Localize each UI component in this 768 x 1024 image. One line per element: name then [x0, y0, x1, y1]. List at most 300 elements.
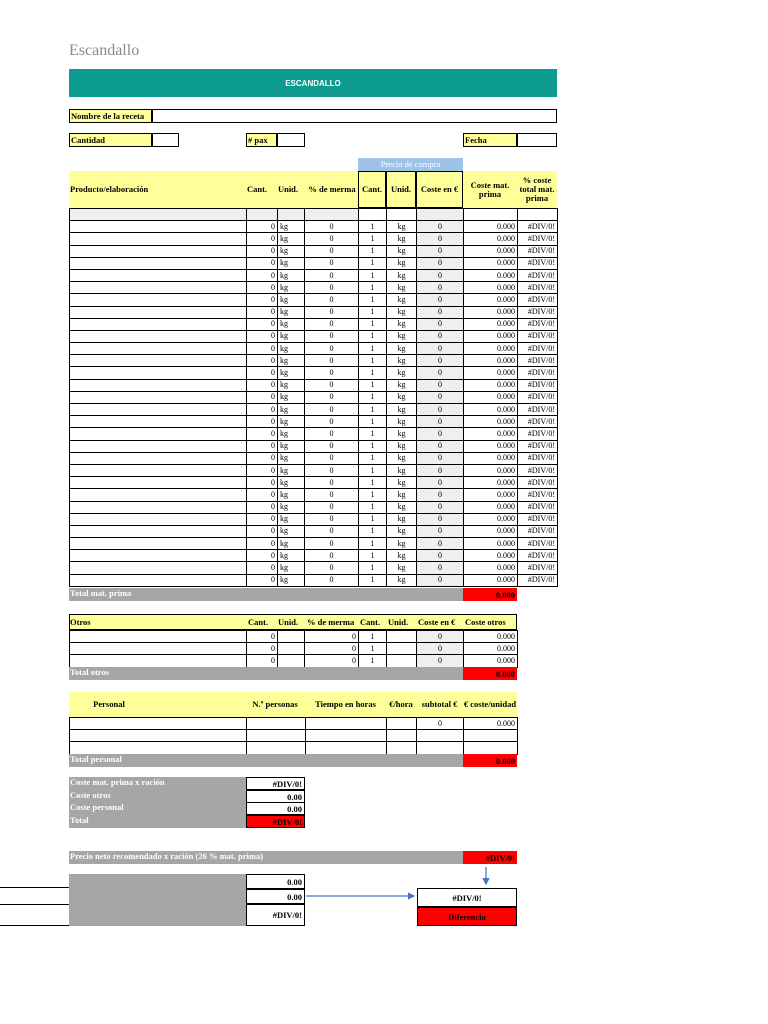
cell-unit[interactable] — [278, 655, 305, 667]
cell-qty[interactable]: 0 — [247, 428, 278, 440]
pax-field[interactable] — [277, 133, 305, 147]
cell-product[interactable] — [70, 574, 247, 586]
cell-buy-unit[interactable]: kg — [387, 489, 417, 501]
cell-blank-4[interactable] — [359, 209, 387, 221]
cell-product[interactable] — [70, 391, 247, 403]
cell-mat-cost[interactable]: 0.000 — [464, 355, 518, 367]
cell-unit[interactable]: kg — [278, 550, 305, 562]
cell-qty[interactable]: 0 — [247, 355, 278, 367]
cell-buy-unit[interactable]: kg — [387, 525, 417, 537]
cell-pct[interactable]: #DIV/0! — [518, 318, 558, 330]
cell-mat-cost[interactable]: 0.000 — [464, 221, 518, 233]
cell-unit[interactable]: kg — [278, 464, 305, 476]
cell-pct[interactable]: #DIV/0! — [518, 355, 558, 367]
cell-cost[interactable]: 0 — [417, 428, 464, 440]
cell-unit[interactable]: kg — [278, 294, 305, 306]
cell-pct[interactable]: #DIV/0! — [518, 501, 558, 513]
cell-merma[interactable]: 0 — [305, 282, 359, 294]
cell-product[interactable] — [70, 221, 247, 233]
cell-product[interactable] — [70, 477, 247, 489]
cell-product[interactable] — [70, 343, 247, 355]
cell-unit[interactable] — [278, 643, 305, 655]
cell-pct[interactable]: #DIV/0! — [518, 233, 558, 245]
cell-buy-qty[interactable]: 1 — [359, 306, 387, 318]
cell-pct[interactable]: #DIV/0! — [518, 489, 558, 501]
cell-pct[interactable]: #DIV/0! — [518, 574, 558, 586]
cell-blank-2[interactable] — [278, 209, 305, 221]
cell-cost[interactable]: 0 — [417, 416, 464, 428]
cell-qty[interactable]: 0 — [247, 562, 278, 574]
cell-n-personas[interactable] — [247, 742, 306, 754]
cell-qty[interactable]: 0 — [247, 367, 278, 379]
cell-cost[interactable]: 0 — [417, 379, 464, 391]
cell-mat-cost[interactable]: 0.000 — [464, 330, 518, 342]
cell-blank-7[interactable] — [464, 209, 518, 221]
cell-cost[interactable]: 0 — [417, 282, 464, 294]
cell-buy-qty[interactable]: 1 — [359, 489, 387, 501]
cell-product[interactable] — [70, 501, 247, 513]
cell-unit[interactable]: kg — [278, 513, 305, 525]
cell-buy-qty[interactable]: 1 — [359, 428, 387, 440]
cell-product[interactable] — [70, 306, 247, 318]
cell-merma[interactable]: 0 — [305, 428, 359, 440]
cell-qty[interactable]: 0 — [247, 501, 278, 513]
cell-buy-qty[interactable]: 1 — [359, 282, 387, 294]
cell-subtotal[interactable] — [417, 742, 464, 754]
cell-buy-qty[interactable]: 1 — [359, 464, 387, 476]
cell-blank-0[interactable] — [70, 209, 247, 221]
cell-unit[interactable]: kg — [278, 245, 305, 257]
cell-mat-cost[interactable]: 0.000 — [464, 477, 518, 489]
cell-unit[interactable]: kg — [278, 233, 305, 245]
cell-buy-unit[interactable]: kg — [387, 428, 417, 440]
cell-cost[interactable]: 0 — [417, 306, 464, 318]
cell-product[interactable] — [70, 489, 247, 501]
cell-pct[interactable]: #DIV/0! — [518, 294, 558, 306]
cell-product[interactable] — [70, 562, 247, 574]
cell-pct[interactable]: #DIV/0! — [518, 525, 558, 537]
cell-product[interactable] — [70, 513, 247, 525]
cell-mat-cost[interactable]: 0.000 — [464, 562, 518, 574]
cell-buy-unit[interactable] — [387, 655, 417, 667]
cell-pct[interactable]: #DIV/0! — [518, 257, 558, 269]
cell-n-personas[interactable] — [247, 718, 306, 730]
cell-pct[interactable]: #DIV/0! — [518, 562, 558, 574]
cell-qty[interactable]: 0 — [247, 655, 278, 667]
cell-buy-unit[interactable]: kg — [387, 233, 417, 245]
cell-buy-unit[interactable] — [387, 631, 417, 643]
cell-buy-qty[interactable]: 1 — [359, 391, 387, 403]
cell-unit[interactable]: kg — [278, 355, 305, 367]
cell-mat-cost[interactable]: 0.000 — [464, 343, 518, 355]
cell-pct[interactable]: #DIV/0! — [518, 221, 558, 233]
cell-unit-cost[interactable] — [464, 742, 518, 754]
cell-merma[interactable]: 0 — [305, 294, 359, 306]
cell-pct[interactable]: #DIV/0! — [518, 440, 558, 452]
cell-product[interactable] — [70, 367, 247, 379]
cell-buy-qty[interactable]: 1 — [359, 655, 387, 667]
cell-product[interactable] — [70, 294, 247, 306]
cell-buy-unit[interactable]: kg — [387, 245, 417, 257]
cell-cost[interactable]: 0 — [417, 404, 464, 416]
cell-buy-unit[interactable]: kg — [387, 550, 417, 562]
cell-qty[interactable]: 0 — [247, 452, 278, 464]
cell-buy-unit[interactable]: kg — [387, 452, 417, 464]
cell-qty[interactable]: 0 — [247, 221, 278, 233]
cell-unit[interactable]: kg — [278, 318, 305, 330]
cell-product[interactable] — [70, 269, 247, 281]
cell-merma[interactable]: 0 — [305, 631, 359, 643]
cell-merma[interactable]: 0 — [305, 221, 359, 233]
cell-mat-cost[interactable]: 0.000 — [464, 574, 518, 586]
cell-qty[interactable]: 0 — [247, 294, 278, 306]
cell-qty[interactable]: 0 — [247, 343, 278, 355]
cell-buy-unit[interactable]: kg — [387, 355, 417, 367]
cell-cost[interactable]: 0 — [417, 538, 464, 550]
cell-product[interactable] — [70, 525, 247, 537]
cell-cost[interactable]: 0 — [417, 489, 464, 501]
cell-qty[interactable]: 0 — [247, 416, 278, 428]
cell-buy-qty[interactable]: 1 — [359, 452, 387, 464]
cell-merma[interactable]: 0 — [305, 306, 359, 318]
cell-merma[interactable]: 0 — [305, 489, 359, 501]
cell-tiempo[interactable] — [306, 742, 387, 754]
cell-unit[interactable]: kg — [278, 428, 305, 440]
cell-buy-qty[interactable]: 1 — [359, 294, 387, 306]
cell-buy-qty[interactable]: 1 — [359, 538, 387, 550]
cell-cost[interactable]: 0 — [417, 464, 464, 476]
cell-unit[interactable]: kg — [278, 379, 305, 391]
cell-pct[interactable]: #DIV/0! — [518, 538, 558, 550]
cell-mat-cost[interactable]: 0.000 — [464, 525, 518, 537]
cell-buy-qty[interactable]: 1 — [359, 550, 387, 562]
cell-buy-unit[interactable]: kg — [387, 221, 417, 233]
cell-unit[interactable] — [278, 631, 305, 643]
cell-mat-cost[interactable]: 0.000 — [464, 404, 518, 416]
cell-buy-qty[interactable]: 1 — [359, 404, 387, 416]
cell-product[interactable] — [70, 233, 247, 245]
cell-buy-unit[interactable]: kg — [387, 343, 417, 355]
cell-qty[interactable]: 0 — [247, 318, 278, 330]
cell-eur-hora[interactable] — [387, 742, 417, 754]
cell-buy-qty[interactable]: 1 — [359, 330, 387, 342]
cell-buy-qty[interactable]: 1 — [359, 525, 387, 537]
cell-blank-6[interactable] — [417, 209, 464, 221]
cell-pct[interactable]: #DIV/0! — [518, 550, 558, 562]
cell-buy-unit[interactable]: kg — [387, 367, 417, 379]
cell-qty[interactable]: 0 — [247, 538, 278, 550]
cell-total[interactable]: 0.000 — [464, 655, 518, 667]
cell-mat-cost[interactable]: 0.000 — [464, 367, 518, 379]
cell-product[interactable] — [70, 282, 247, 294]
cell-qty[interactable]: 0 — [247, 306, 278, 318]
cell-mat-cost[interactable]: 0.000 — [464, 464, 518, 476]
cell-pct[interactable]: #DIV/0! — [518, 306, 558, 318]
cell-merma[interactable]: 0 — [305, 318, 359, 330]
cell-cost[interactable]: 0 — [417, 221, 464, 233]
cell-buy-unit[interactable]: kg — [387, 282, 417, 294]
cell-mat-cost[interactable]: 0.000 — [464, 379, 518, 391]
cell-merma[interactable]: 0 — [305, 257, 359, 269]
cell-cost[interactable]: 0 — [417, 477, 464, 489]
cell-cost[interactable]: 0 — [417, 501, 464, 513]
cell-merma[interactable]: 0 — [305, 574, 359, 586]
cell-buy-qty[interactable]: 1 — [359, 416, 387, 428]
cell-qty[interactable]: 0 — [247, 574, 278, 586]
cell-blank-5[interactable] — [387, 209, 417, 221]
cell-qty[interactable]: 0 — [247, 477, 278, 489]
cell-pct[interactable]: #DIV/0! — [518, 513, 558, 525]
cell-merma[interactable]: 0 — [305, 643, 359, 655]
cell-buy-unit[interactable]: kg — [387, 440, 417, 452]
cell-product[interactable] — [70, 440, 247, 452]
cell-merma[interactable]: 0 — [305, 269, 359, 281]
cell-qty[interactable]: 0 — [247, 245, 278, 257]
cell-product[interactable] — [70, 245, 247, 257]
recipe-name-field[interactable] — [152, 109, 557, 123]
cell-qty[interactable]: 0 — [247, 440, 278, 452]
cell-unit[interactable]: kg — [278, 440, 305, 452]
cell-merma[interactable]: 0 — [305, 562, 359, 574]
cell-buy-unit[interactable] — [387, 643, 417, 655]
cell-mat-cost[interactable]: 0.000 — [464, 233, 518, 245]
cell-mat-cost[interactable]: 0.000 — [464, 282, 518, 294]
cell-buy-qty[interactable]: 1 — [359, 574, 387, 586]
cell-buy-qty[interactable]: 1 — [359, 245, 387, 257]
cell-blank-8[interactable] — [518, 209, 558, 221]
cell-pct[interactable]: #DIV/0! — [518, 379, 558, 391]
cell-eur-hora[interactable] — [387, 730, 417, 742]
cell-merma[interactable]: 0 — [305, 343, 359, 355]
cell-unit[interactable]: kg — [278, 489, 305, 501]
cell-mat-cost[interactable]: 0.000 — [464, 489, 518, 501]
cell-cost[interactable]: 0 — [417, 233, 464, 245]
cell-buy-qty[interactable]: 1 — [359, 367, 387, 379]
cell-buy-unit[interactable]: kg — [387, 416, 417, 428]
cell-unit[interactable]: kg — [278, 525, 305, 537]
cell-buy-qty[interactable]: 1 — [359, 379, 387, 391]
cell-pct[interactable]: #DIV/0! — [518, 330, 558, 342]
cell-merma[interactable]: 0 — [305, 416, 359, 428]
cell-product[interactable] — [70, 257, 247, 269]
cell-buy-qty[interactable]: 1 — [359, 233, 387, 245]
cell-unit[interactable]: kg — [278, 452, 305, 464]
cell-pct[interactable]: #DIV/0! — [518, 282, 558, 294]
cell-buy-unit[interactable]: kg — [387, 477, 417, 489]
cell-pct[interactable]: #DIV/0! — [518, 245, 558, 257]
cell-merma[interactable]: 0 — [305, 367, 359, 379]
cantidad-field[interactable] — [152, 133, 179, 147]
cell-mat-cost[interactable]: 0.000 — [464, 538, 518, 550]
cell-name[interactable] — [70, 643, 247, 655]
cell-pct[interactable]: #DIV/0! — [518, 367, 558, 379]
cell-cost[interactable]: 0 — [417, 525, 464, 537]
cell-buy-unit[interactable]: kg — [387, 379, 417, 391]
cell-unit[interactable]: kg — [278, 367, 305, 379]
cell-product[interactable] — [70, 538, 247, 550]
cell-buy-unit[interactable]: kg — [387, 562, 417, 574]
cell-qty[interactable]: 0 — [247, 513, 278, 525]
cell-buy-unit[interactable]: kg — [387, 513, 417, 525]
cell-total[interactable]: 0.000 — [464, 643, 518, 655]
cell-mat-cost[interactable]: 0.000 — [464, 391, 518, 403]
cell-pct[interactable]: #DIV/0! — [518, 391, 558, 403]
cell-buy-qty[interactable]: 1 — [359, 269, 387, 281]
cell-cost[interactable]: 0 — [417, 391, 464, 403]
cell-buy-unit[interactable]: kg — [387, 318, 417, 330]
cell-name[interactable] — [70, 631, 247, 643]
cell-pct[interactable]: #DIV/0! — [518, 269, 558, 281]
cell-buy-unit[interactable]: kg — [387, 269, 417, 281]
cell-unit[interactable]: kg — [278, 221, 305, 233]
cell-qty[interactable]: 0 — [247, 464, 278, 476]
cell-buy-unit[interactable]: kg — [387, 330, 417, 342]
cell-unit-cost[interactable] — [464, 730, 518, 742]
cell-buy-qty[interactable]: 1 — [359, 318, 387, 330]
cell-merma[interactable]: 0 — [305, 452, 359, 464]
cell-personal[interactable] — [70, 730, 247, 742]
cell-cost[interactable]: 0 — [417, 513, 464, 525]
cell-cost[interactable]: 0 — [417, 574, 464, 586]
cell-merma[interactable]: 0 — [305, 655, 359, 667]
cell-pct[interactable]: #DIV/0! — [518, 343, 558, 355]
cell-product[interactable] — [70, 379, 247, 391]
cell-buy-qty[interactable]: 1 — [359, 343, 387, 355]
cell-merma[interactable]: 0 — [305, 525, 359, 537]
cell-buy-qty[interactable]: 1 — [359, 501, 387, 513]
cell-product[interactable] — [70, 428, 247, 440]
cell-merma[interactable]: 0 — [305, 391, 359, 403]
cell-unit[interactable]: kg — [278, 306, 305, 318]
cell-total[interactable]: 0.000 — [464, 631, 518, 643]
cell-cost[interactable]: 0 — [417, 562, 464, 574]
cell-pct[interactable]: #DIV/0! — [518, 477, 558, 489]
cell-unit[interactable]: kg — [278, 404, 305, 416]
cell-unit[interactable]: kg — [278, 562, 305, 574]
cell-qty[interactable]: 0 — [247, 257, 278, 269]
cell-qty[interactable]: 0 — [247, 525, 278, 537]
cell-buy-unit[interactable]: kg — [387, 501, 417, 513]
cell-mat-cost[interactable]: 0.000 — [464, 513, 518, 525]
cell-buy-qty[interactable]: 1 — [359, 221, 387, 233]
cell-buy-unit[interactable]: kg — [387, 574, 417, 586]
cell-mat-cost[interactable]: 0.000 — [464, 245, 518, 257]
cell-mat-cost[interactable]: 0.000 — [464, 257, 518, 269]
cell-qty[interactable]: 0 — [247, 379, 278, 391]
cell-pct[interactable]: #DIV/0! — [518, 464, 558, 476]
cell-mat-cost[interactable]: 0.000 — [464, 501, 518, 513]
cell-unit[interactable]: kg — [278, 257, 305, 269]
cell-blank-3[interactable] — [305, 209, 359, 221]
cell-merma[interactable]: 0 — [305, 355, 359, 367]
cell-qty[interactable]: 0 — [247, 550, 278, 562]
cell-mat-cost[interactable]: 0.000 — [464, 428, 518, 440]
cell-mat-cost[interactable]: 0.000 — [464, 318, 518, 330]
cell-mat-cost[interactable]: 0.000 — [464, 269, 518, 281]
cell-buy-qty[interactable]: 1 — [359, 562, 387, 574]
cell-product[interactable] — [70, 464, 247, 476]
cell-buy-unit[interactable]: kg — [387, 306, 417, 318]
cell-cost[interactable]: 0 — [417, 269, 464, 281]
cell-buy-qty[interactable]: 1 — [359, 477, 387, 489]
fecha-field[interactable] — [517, 133, 557, 147]
cell-merma[interactable]: 0 — [305, 233, 359, 245]
cell-pct[interactable]: #DIV/0! — [518, 416, 558, 428]
cell-mat-cost[interactable]: 0.000 — [464, 440, 518, 452]
cell-qty[interactable]: 0 — [247, 233, 278, 245]
cell-buy-qty[interactable]: 1 — [359, 643, 387, 655]
cell-cost[interactable]: 0 — [417, 294, 464, 306]
cell-mat-cost[interactable]: 0.000 — [464, 550, 518, 562]
cell-mat-cost[interactable]: 0.000 — [464, 416, 518, 428]
cell-buy-unit[interactable]: kg — [387, 538, 417, 550]
cell-buy-unit[interactable]: kg — [387, 464, 417, 476]
cell-qty[interactable]: 0 — [247, 282, 278, 294]
cell-unit[interactable]: kg — [278, 343, 305, 355]
cell-qty[interactable]: 0 — [247, 643, 278, 655]
cell-buy-unit[interactable]: kg — [387, 404, 417, 416]
cell-cost[interactable]: 0 — [417, 343, 464, 355]
cell-merma[interactable]: 0 — [305, 464, 359, 476]
cell-qty[interactable]: 0 — [247, 391, 278, 403]
cell-product[interactable] — [70, 330, 247, 342]
cell-merma[interactable]: 0 — [305, 404, 359, 416]
cell-subtotal[interactable]: 0 — [417, 718, 464, 730]
cell-merma[interactable]: 0 — [305, 513, 359, 525]
cell-unit[interactable]: kg — [278, 330, 305, 342]
cell-unit[interactable]: kg — [278, 501, 305, 513]
cell-mat-cost[interactable]: 0.000 — [464, 294, 518, 306]
cell-unit[interactable]: kg — [278, 282, 305, 294]
cell-buy-unit[interactable]: kg — [387, 391, 417, 403]
cell-personal[interactable] — [70, 742, 247, 754]
cell-merma[interactable]: 0 — [305, 550, 359, 562]
cell-buy-unit[interactable]: kg — [387, 294, 417, 306]
cell-qty[interactable]: 0 — [247, 404, 278, 416]
cell-cost[interactable]: 0 — [417, 440, 464, 452]
cell-buy-qty[interactable]: 1 — [359, 631, 387, 643]
cell-buy-qty[interactable]: 1 — [359, 355, 387, 367]
cell-merma[interactable]: 0 — [305, 501, 359, 513]
cell-tiempo[interactable] — [306, 718, 387, 730]
cell-merma[interactable]: 0 — [305, 330, 359, 342]
cell-qty[interactable]: 0 — [247, 489, 278, 501]
cell-unit[interactable]: kg — [278, 416, 305, 428]
cell-merma[interactable]: 0 — [305, 379, 359, 391]
cell-eur-hora[interactable] — [387, 718, 417, 730]
cell-cost[interactable]: 0 — [417, 452, 464, 464]
cell-unit[interactable]: kg — [278, 391, 305, 403]
cell-cost[interactable]: 0 — [417, 245, 464, 257]
cell-unit[interactable]: kg — [278, 269, 305, 281]
cell-merma[interactable]: 0 — [305, 440, 359, 452]
cell-product[interactable] — [70, 550, 247, 562]
cell-cost[interactable]: 0 — [417, 330, 464, 342]
cell-pct[interactable]: #DIV/0! — [518, 452, 558, 464]
cell-product[interactable] — [70, 318, 247, 330]
cell-pct[interactable]: #DIV/0! — [518, 428, 558, 440]
cell-tiempo[interactable] — [306, 730, 387, 742]
cell-merma[interactable]: 0 — [305, 245, 359, 257]
cell-cost[interactable]: 0 — [417, 655, 464, 667]
cell-unit[interactable]: kg — [278, 574, 305, 586]
cell-product[interactable] — [70, 452, 247, 464]
cell-product[interactable] — [70, 416, 247, 428]
cell-pct[interactable]: #DIV/0! — [518, 404, 558, 416]
cell-cost[interactable]: 0 — [417, 318, 464, 330]
cell-blank-1[interactable] — [247, 209, 278, 221]
cell-cost[interactable]: 0 — [417, 550, 464, 562]
